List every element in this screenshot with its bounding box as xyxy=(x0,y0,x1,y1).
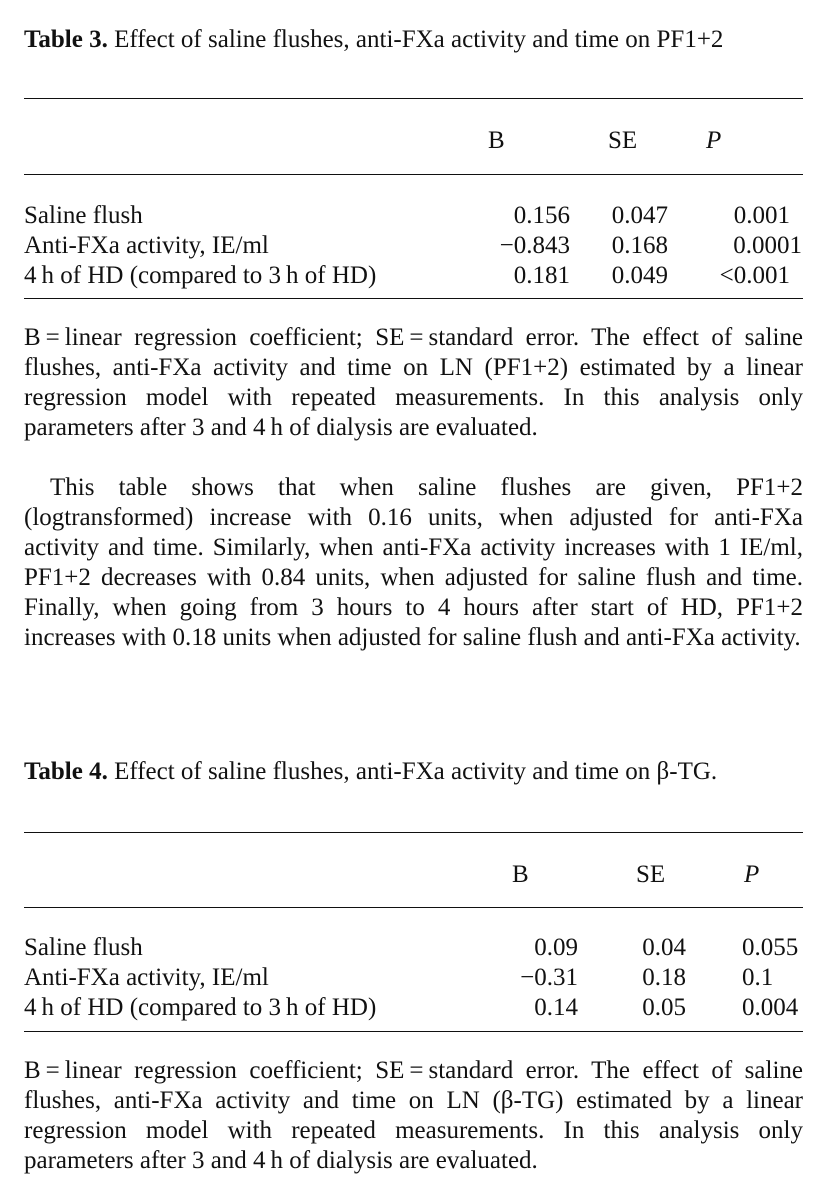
table3-header-p: P xyxy=(706,127,722,154)
table3-row3-se: 0.049 xyxy=(611,262,668,289)
table3-row2-p: 0.0001 xyxy=(733,232,802,259)
table3-caption-text: Effect of saline flushes, anti-FXa activity and time on PF1+2 xyxy=(107,26,724,53)
table4-caption xyxy=(24,757,803,787)
table4-row3-se: 0.05 xyxy=(642,994,686,1021)
table3-row3-label: 4 h of HD (compared to 3 h of HD) xyxy=(24,262,377,289)
table4-row2-label: Anti-FXa activity, IE/ml xyxy=(24,964,269,991)
table4-row3-label: 4 h of HD (compared to 3 h of HD) xyxy=(24,994,377,1021)
table4-header-rule xyxy=(24,907,803,908)
table4-row1-p: 0.055 xyxy=(742,934,799,961)
table3-row1-p: 0.001 xyxy=(733,202,790,229)
table3-row2-se: 0.168 xyxy=(611,232,668,259)
table3-bottom-rule xyxy=(24,298,803,299)
table3-row1-label: Saline flush xyxy=(24,202,143,229)
table3-row3-b: 0.181 xyxy=(513,262,570,289)
table3-caption xyxy=(24,25,803,55)
table3-header-b: B xyxy=(488,127,505,154)
table4-header-b: B xyxy=(512,861,529,888)
table4-header-se: SE xyxy=(636,861,666,888)
table3-body-paragraph: This table shows that when saline flushes are given, PF1+2 (logtransformed) increase with 0.16 units, when adjusted for anti-FXa activity and time. Similarly, when anti-FXa activity increases with 1 IE/ml, PF1+2 decreases with 0.84 units, when adjusted for saline flush and time. Finally, when going from 3 hours to 4 hours after start of HD, PF1+2 increases with 0.18 units when adjusted for saline flush and anti-FXa activity. xyxy=(24,474,803,651)
table3-row1-se: 0.047 xyxy=(611,202,668,229)
table3-row1-b: 0.156 xyxy=(513,202,570,229)
table4-row2-se: 0.18 xyxy=(642,964,686,991)
table3-header-se: SE xyxy=(608,127,638,154)
table4-top-rule xyxy=(24,832,803,833)
table4-row3-b: 0.14 xyxy=(534,994,578,1021)
table4-header-p: P xyxy=(744,861,760,888)
table3-caption-label: Table 3. xyxy=(24,26,108,53)
table4-row2-p: 0.1 xyxy=(742,964,774,991)
table3-footnote: B = linear regression coefficient; SE = standard error. The effect of saline flushes, anti-FXa activity and time on LN (PF1+2) estimated by a linear regression model with repeated measurements. In this analysis only parameters after 3 and 4 h of dialysis are evaluated. xyxy=(24,324,803,441)
table4-bottom-rule xyxy=(24,1031,803,1032)
table3-row2-b: −0.843 xyxy=(499,232,570,259)
table3-row3-p: <0.001 xyxy=(719,262,790,289)
table4-row1-label: Saline flush xyxy=(24,934,143,961)
table4-caption-label: Table 4. xyxy=(24,758,108,785)
table4-row1-se: 0.04 xyxy=(642,934,686,961)
table4-row1-b: 0.09 xyxy=(534,934,578,961)
table4-row3-p: 0.004 xyxy=(742,994,799,1021)
table4-caption-text: Effect of saline flushes, anti-FXa activity and time on β-TG. xyxy=(107,758,718,785)
table4-row2-b: −0.31 xyxy=(520,964,578,991)
table3-top-rule xyxy=(24,98,803,99)
table3-row2-label: Anti-FXa activity, IE/ml xyxy=(24,232,269,259)
table3-header-rule xyxy=(24,174,803,175)
table4-footnote: B = linear regression coefficient; SE = standard error. The effect of saline flushes, anti-FXa activity and time on LN (β-TG) estimated by a linear regression model with repeated measurements. In this analysis only parameters after 3 and 4 h of dialysis are evaluated. xyxy=(24,1057,803,1174)
